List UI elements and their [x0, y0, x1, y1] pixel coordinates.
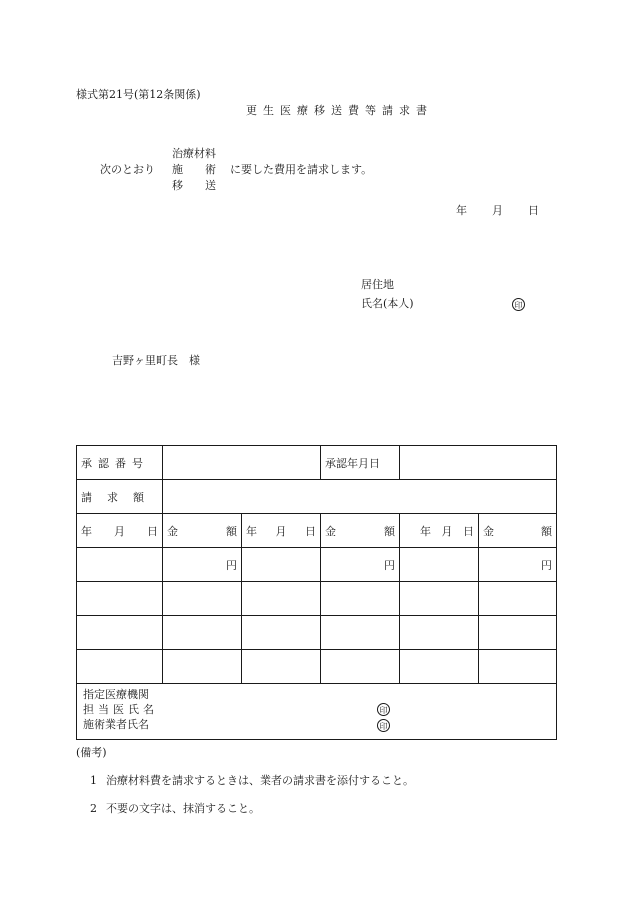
table-row [77, 616, 557, 650]
seal-icon: 印 [377, 719, 390, 732]
date-field[interactable] [400, 582, 479, 616]
table-row [77, 480, 557, 514]
institution-cell[interactable] [77, 684, 557, 740]
table-row [77, 582, 557, 616]
amount-field[interactable] [163, 616, 242, 650]
option-procedure: 施 術 [172, 163, 216, 176]
claim-table [76, 445, 557, 740]
notes-heading: (備考) [76, 746, 107, 759]
date-field[interactable] [242, 650, 321, 684]
approval-number-field[interactable] [163, 446, 321, 480]
date-header-1: 年 月 日 [77, 514, 163, 548]
institution-label: 指定医療機関 [83, 688, 149, 701]
amount-field[interactable] [479, 650, 557, 684]
amount-field[interactable] [321, 582, 400, 616]
claim-amount-label-cell: 請求額 [77, 480, 163, 514]
note-number: 2 [90, 802, 97, 815]
approval-date-label-cell: 承認年月日 [321, 446, 400, 480]
option-treatment-materials: 治療材料 [172, 147, 216, 160]
date-field[interactable] [77, 616, 163, 650]
option-transport: 移 送 [172, 179, 216, 192]
amount-header-1: 金 額 [163, 514, 242, 548]
table-row [77, 514, 557, 548]
applicant-seal-mark [512, 297, 525, 311]
note-text: 不要の文字は、抹消すること。 [106, 802, 260, 815]
amount-field[interactable] [321, 616, 400, 650]
approval-date-field[interactable] [400, 446, 557, 480]
address-label: 居住地 [361, 278, 394, 291]
practitioner-name-label: 施術業者氏名 [83, 718, 149, 731]
statement-tail: に要した費用を請求します。 [230, 163, 373, 176]
date-day: 日 [528, 204, 539, 217]
amount-field[interactable] [163, 582, 242, 616]
date-field[interactable] [77, 548, 163, 582]
amount-field[interactable]: 円 [163, 548, 242, 582]
table-row [77, 548, 557, 582]
note-number: 1 [90, 774, 97, 787]
table-row [77, 650, 557, 684]
date-field[interactable] [77, 582, 163, 616]
amount-field[interactable] [163, 650, 242, 684]
date-field[interactable] [400, 548, 479, 582]
date-header-3: 年 月 日 [400, 514, 479, 548]
form-number: 様式第21号(第12条関係) [76, 88, 201, 101]
table-row [77, 446, 557, 480]
name-label: 氏名(本人) [361, 297, 414, 310]
document-title: 更生医療移送費等請求書 [246, 104, 433, 117]
addressee: 吉野ヶ里町長 様 [112, 354, 200, 367]
approval-number-label-cell: 承認番号 [77, 446, 163, 480]
date-field[interactable] [242, 616, 321, 650]
amount-field[interactable]: 円 [321, 548, 400, 582]
amount-header-3: 金 額 [479, 514, 557, 548]
note-text: 治療材料費を請求するときは、業者の請求書を添付すること。 [106, 774, 414, 787]
date-year: 年 [456, 204, 467, 217]
amount-header-2: 金 額 [321, 514, 400, 548]
amount-field[interactable] [321, 650, 400, 684]
date-field[interactable] [400, 616, 479, 650]
date-field[interactable] [77, 650, 163, 684]
statement-lead: 次のとおり [100, 163, 155, 176]
amount-field[interactable] [479, 582, 557, 616]
claim-amount-field[interactable] [163, 480, 557, 514]
date-field[interactable] [242, 548, 321, 582]
amount-field[interactable] [479, 616, 557, 650]
table-row [77, 684, 557, 740]
date-field[interactable] [400, 650, 479, 684]
date-header-2: 年 月 日 [242, 514, 321, 548]
date-month: 月 [492, 204, 503, 217]
seal-icon: 印 [377, 703, 390, 716]
amount-field[interactable]: 円 [479, 548, 557, 582]
doctor-name-label: 担当医氏名 [83, 703, 158, 716]
seal-icon: 印 [512, 298, 525, 311]
date-field[interactable] [242, 582, 321, 616]
